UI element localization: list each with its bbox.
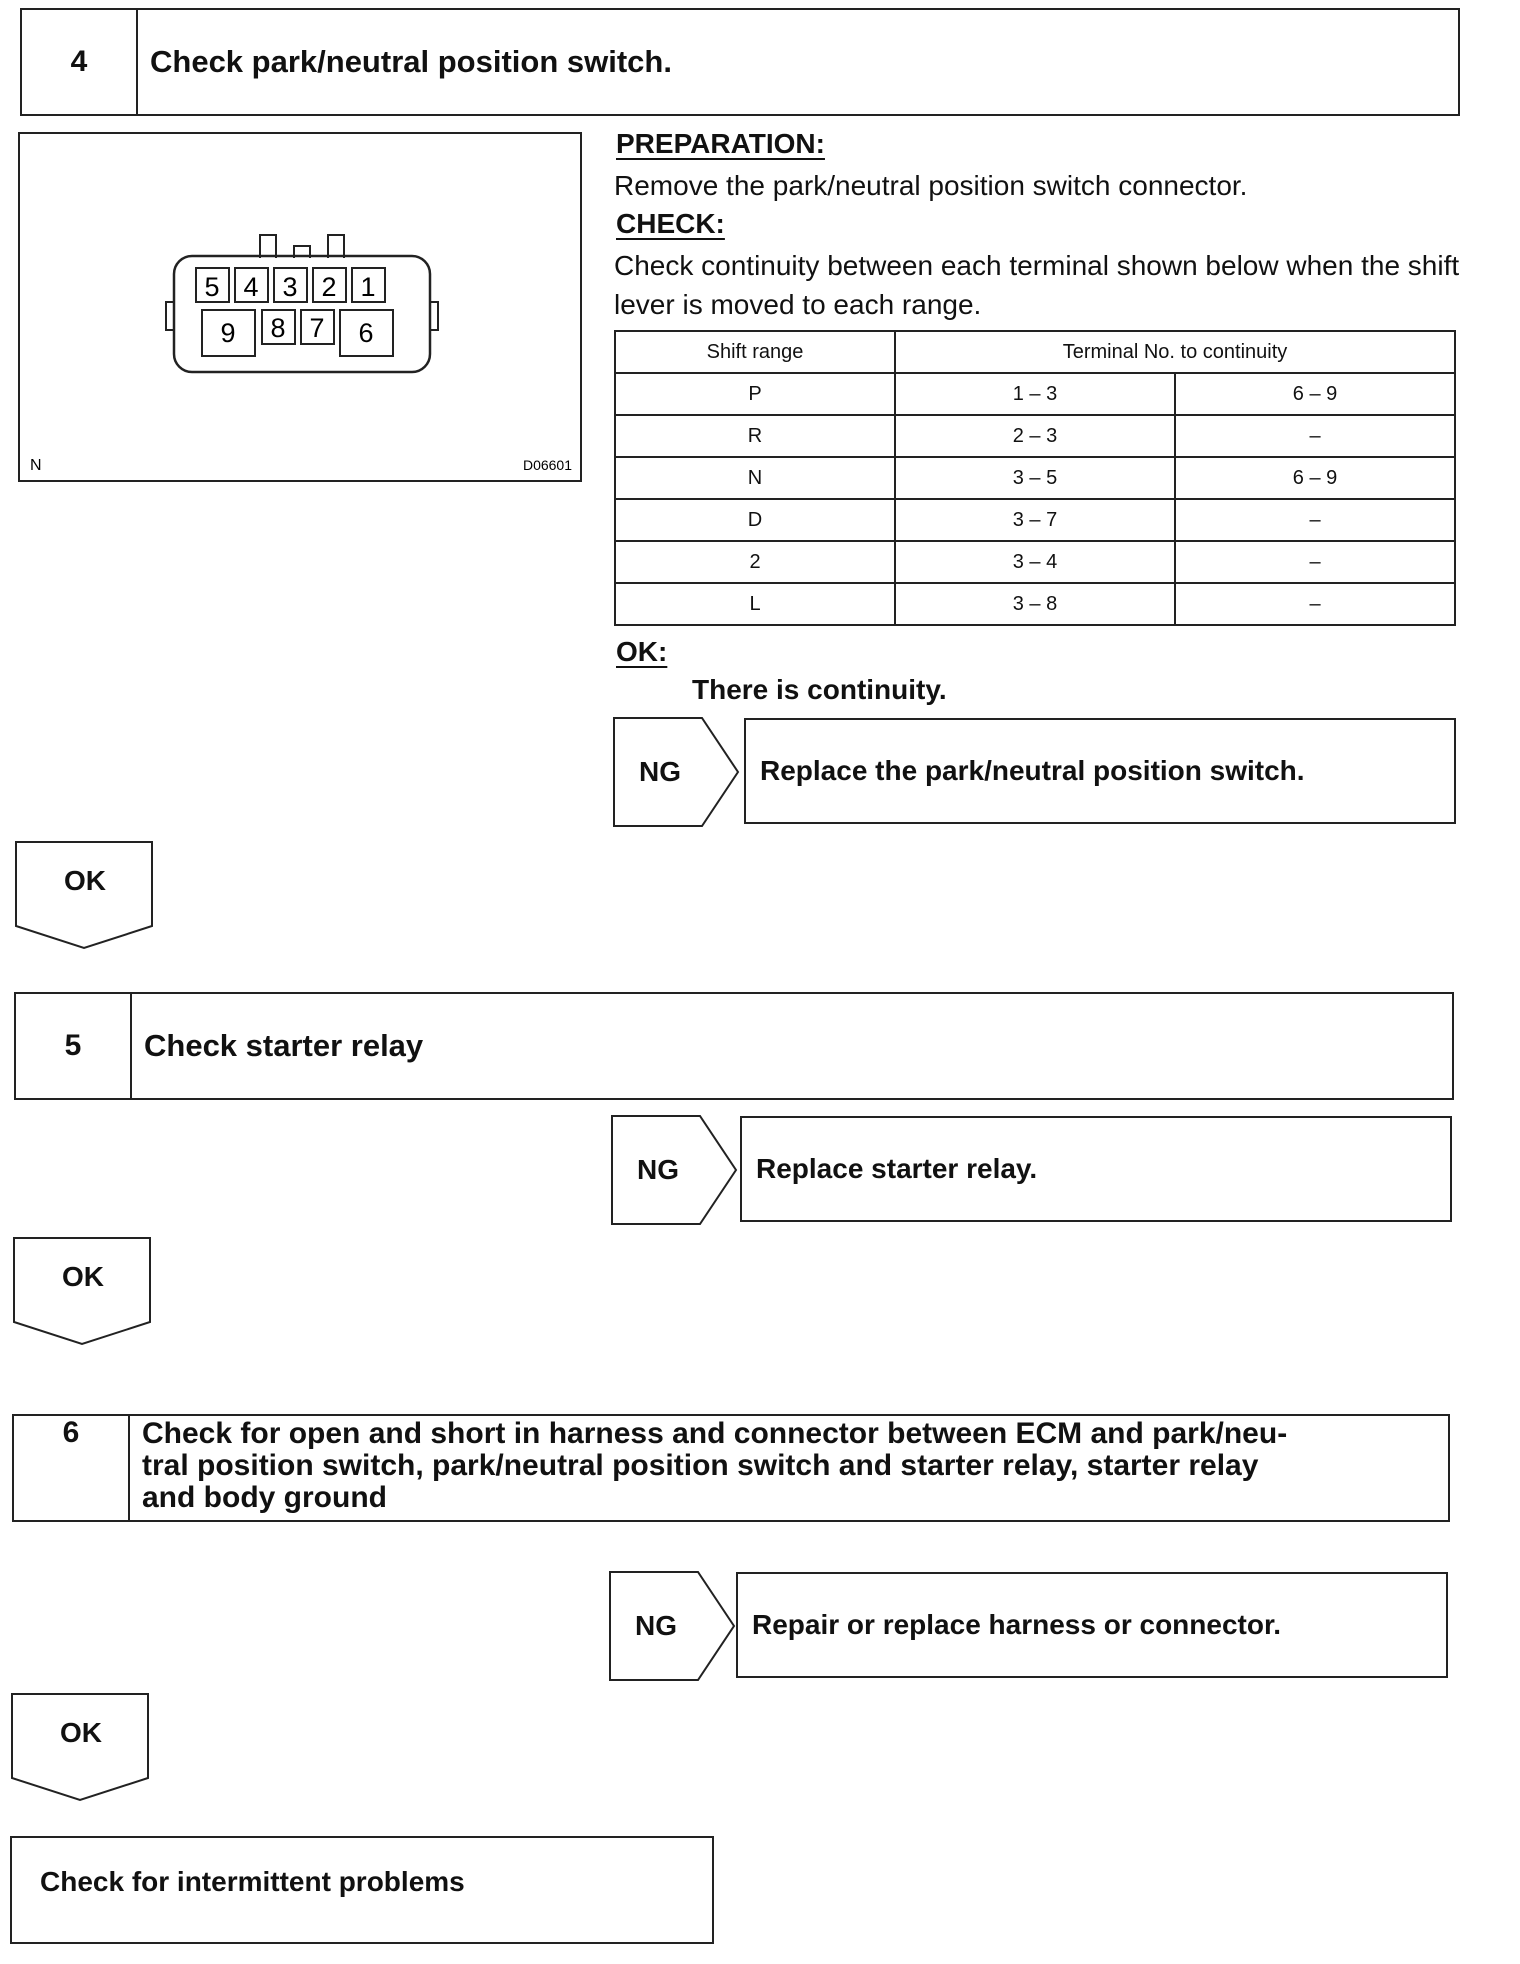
step6-title-line: tral position switch, park/neutral position switch and starter relay, starter relay [142, 1449, 1259, 1482]
preparation-text: Remove the park/neutral position switch connector. [614, 170, 1248, 201]
step6-ng-label: NG [635, 1610, 677, 1641]
step6-ng-action: Repair or replace harness or connector. [736, 1572, 1448, 1678]
table-cell: 1 – 3 [895, 373, 1175, 415]
step4-ng-label: NG [639, 756, 681, 787]
connector-latch-right [328, 235, 344, 258]
step6-title-line: Check for open and short in harness and connector between ECM and park/neu- [142, 1417, 1288, 1450]
step5-ok-label: OK [62, 1261, 104, 1292]
step6-number: 6 [14, 1416, 130, 1520]
pin-6: 6 [358, 318, 374, 348]
step6-ok-label: OK [60, 1717, 102, 1748]
table-cell: – [1175, 583, 1455, 625]
pin-3: 3 [282, 272, 298, 302]
table-header-shift-range: Shift range [615, 331, 895, 373]
table-cell: R [615, 415, 895, 457]
table-cell: D [615, 499, 895, 541]
check-text: Check continuity between each terminal shown below when the shift lever is moved to each range. [614, 250, 1460, 320]
table-cell: 2 – 3 [895, 415, 1175, 457]
pin-7: 7 [309, 313, 325, 343]
step5-number: 5 [16, 994, 132, 1098]
table-row [615, 499, 1455, 541]
connector-figure [18, 132, 582, 482]
table-cell: L [615, 583, 895, 625]
ok-text: There is continuity. [692, 674, 947, 705]
step4-ok-label: OK [64, 865, 106, 896]
step4-title: Check park/neutral position switch. [150, 44, 672, 79]
table-row [615, 583, 1455, 625]
pin-2: 2 [321, 272, 337, 302]
table-row [615, 373, 1455, 415]
table-cell: – [1175, 499, 1455, 541]
table-header-row [615, 331, 1455, 373]
step6-title [130, 1416, 1287, 1520]
table-cell: – [1175, 415, 1455, 457]
step4-ng-action: Replace the park/neutral position switch. [744, 718, 1456, 824]
step4-number: 4 [22, 10, 138, 114]
final-step-box: Check for intermittent problems [10, 1836, 714, 1944]
table-cell: – [1175, 541, 1455, 583]
ok-header: OK: [616, 636, 668, 667]
step5-ng-label: NG [637, 1154, 679, 1185]
check-header: CHECK: [616, 208, 725, 239]
table-header-terminal: Terminal No. to continuity [895, 331, 1455, 373]
step5-title: Check starter relay [144, 1028, 424, 1063]
table-row [615, 457, 1455, 499]
pin-5: 5 [204, 272, 220, 302]
pin-1: 1 [360, 272, 376, 302]
table-cell: 3 – 7 [895, 499, 1175, 541]
table-cell: 6 – 9 [1175, 457, 1455, 499]
step5-header [14, 992, 1454, 1100]
figure-corner-label: N [30, 457, 42, 474]
table-cell: 3 – 5 [895, 457, 1175, 499]
table-cell: 6 – 9 [1175, 373, 1455, 415]
connector-diagram [20, 134, 580, 480]
table-cell: 3 – 4 [895, 541, 1175, 583]
table-cell: 3 – 8 [895, 583, 1175, 625]
step4-header [20, 8, 1460, 116]
pin-8: 8 [270, 313, 286, 343]
step6-title-line: and body ground [142, 1481, 387, 1514]
table-row [615, 541, 1455, 583]
continuity-table [614, 330, 1454, 626]
connector-latch-left [260, 235, 276, 258]
table-cell: P [615, 373, 895, 415]
step6-header [12, 1414, 1450, 1522]
preparation-header: PREPARATION: [616, 128, 825, 159]
step5-ng-action: Replace starter relay. [740, 1116, 1452, 1222]
pin-9: 9 [220, 318, 236, 348]
pin-4: 4 [243, 272, 259, 302]
table-cell: 2 [615, 541, 895, 583]
table-cell: N [615, 457, 895, 499]
table-row [615, 415, 1455, 457]
figure-code: D06601 [522, 457, 572, 473]
